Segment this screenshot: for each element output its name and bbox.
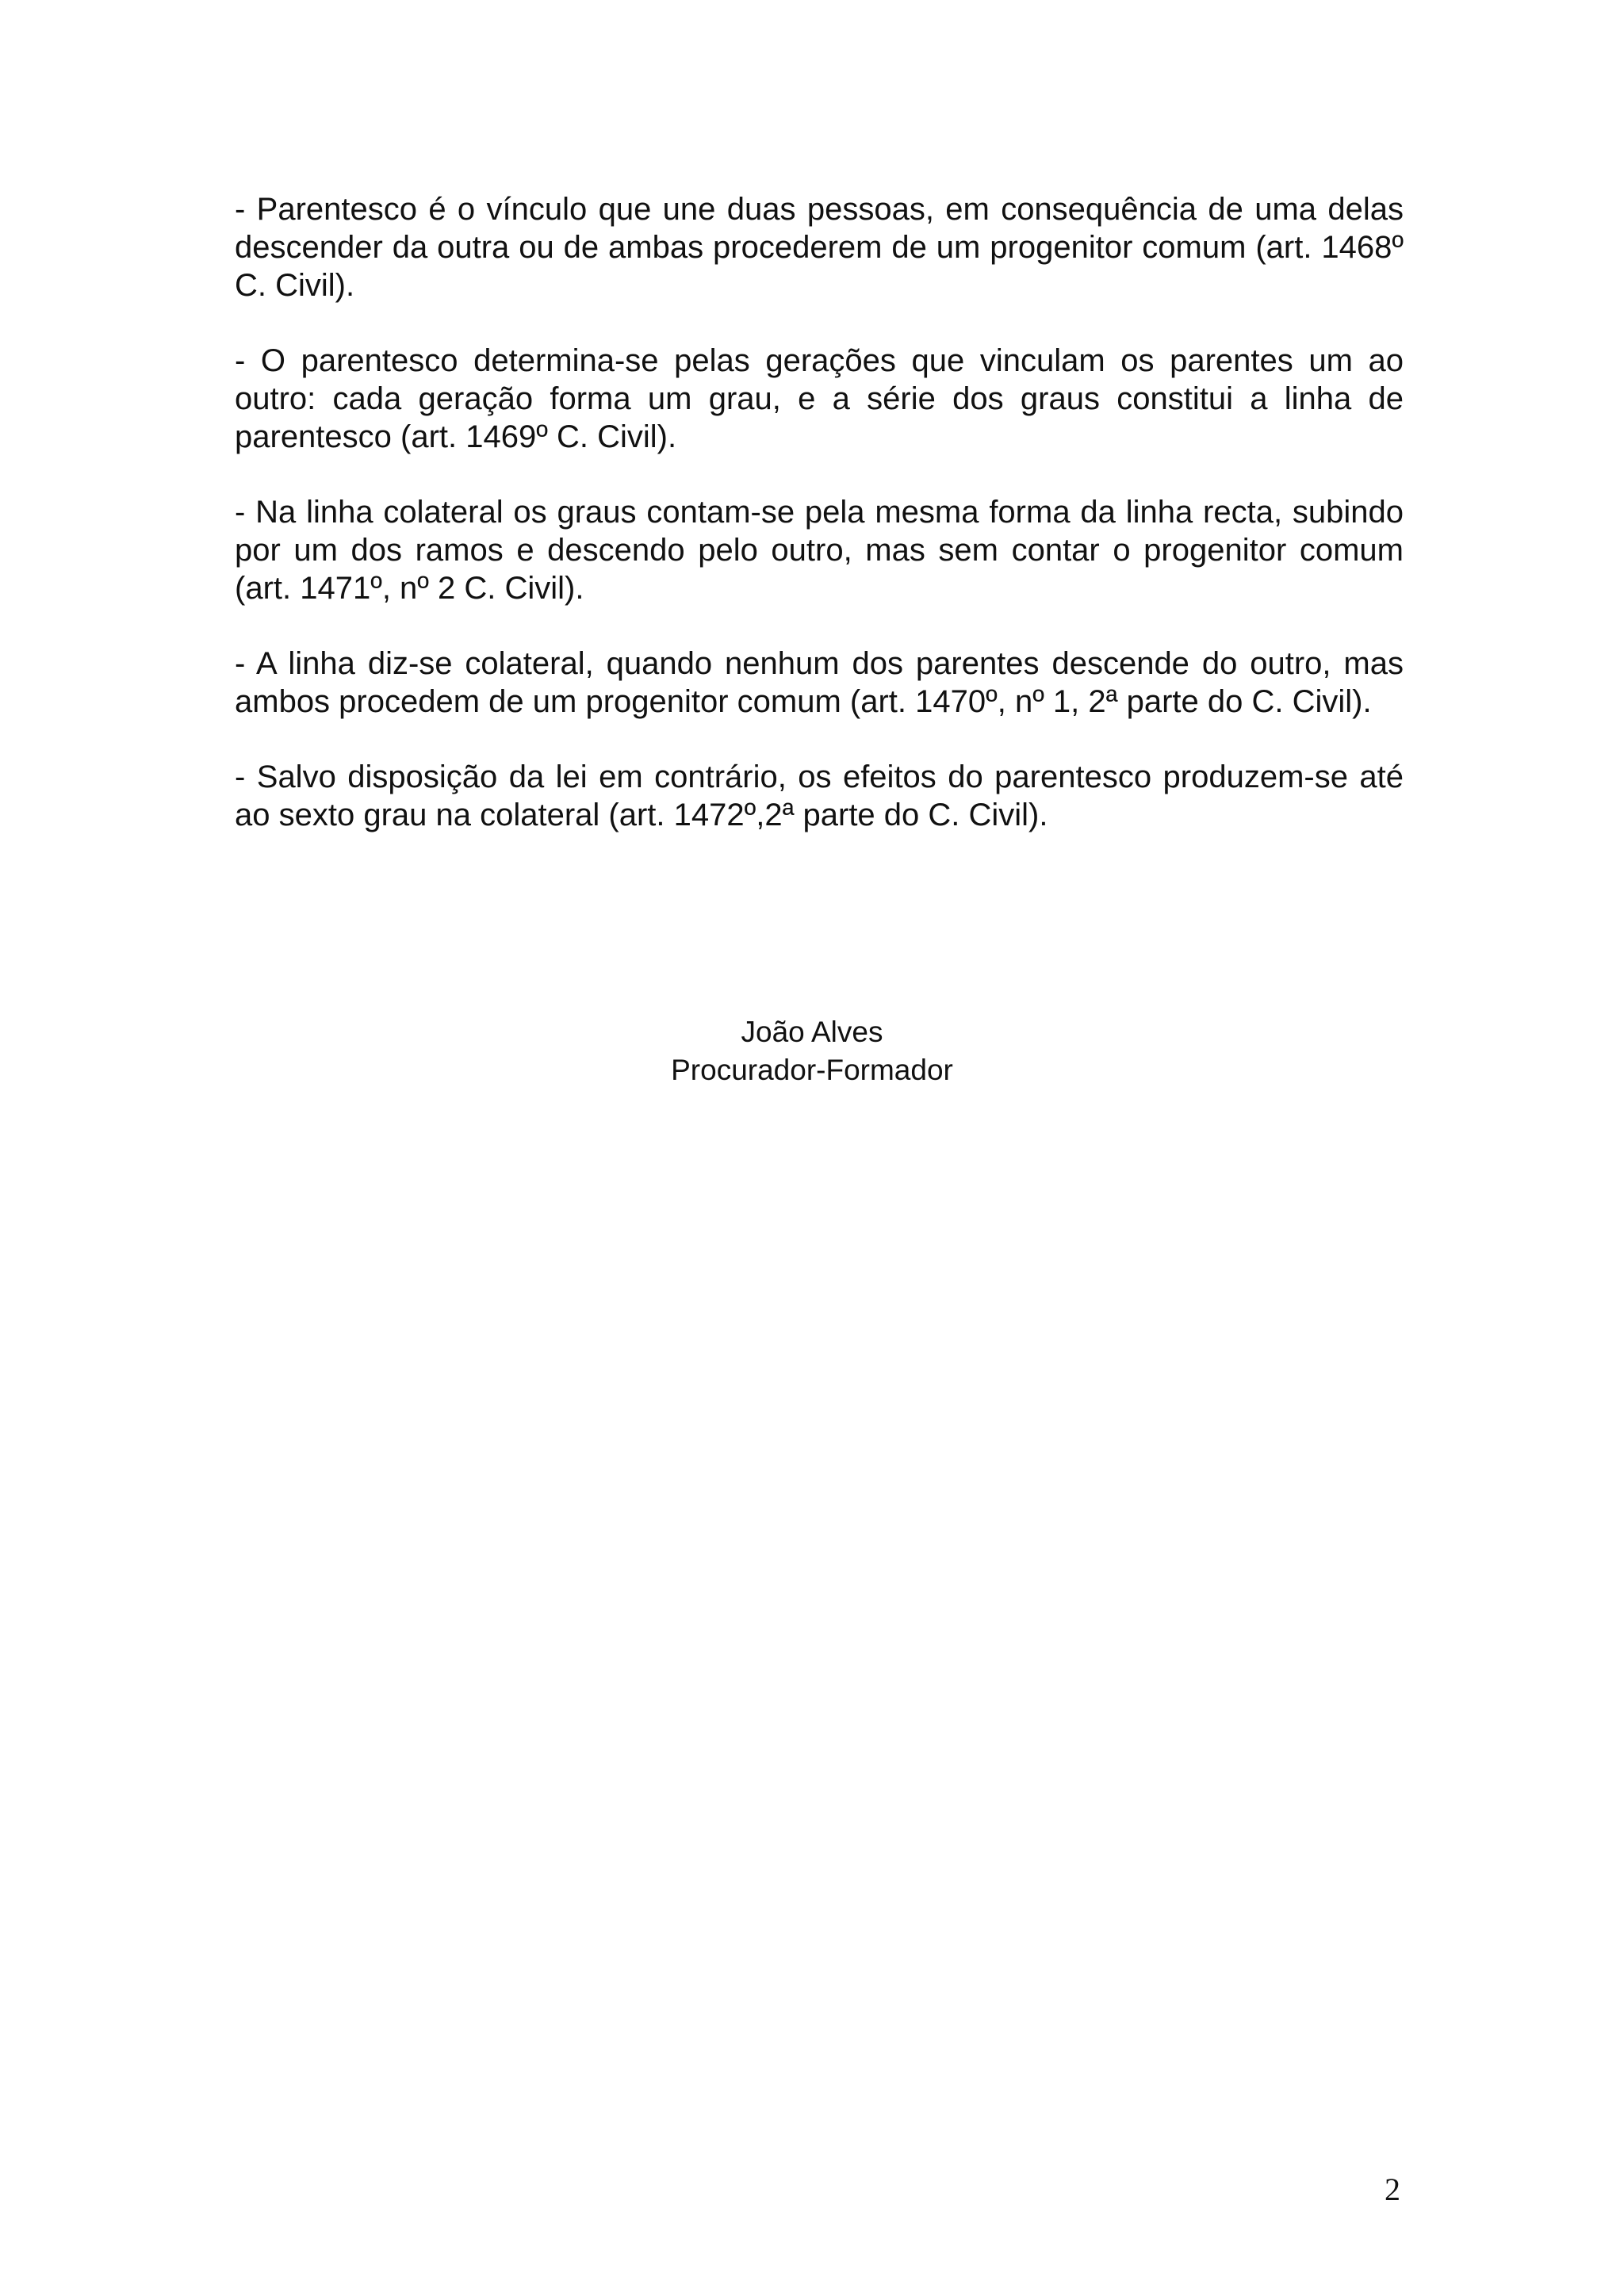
page-number: 2 (1385, 2172, 1400, 2207)
document-body (235, 190, 1404, 871)
paragraph-parentesco-definition: - Parentesco é o vínculo que une duas pessoas, em consequência de uma delas descender da outra ou de ambas procederem de um progenitor comum (art. 1468º C. Civil). (235, 192, 1404, 303)
paragraph-collateral-degrees: - Na linha colateral os graus contam-se pela mesma forma da linha recta, subindo por um dos ramos e descendo pelo outro, mas sem contar o progenitor comum (art. 1471º, nº 2 C. Civil). (235, 495, 1404, 606)
signature-block (0, 1013, 1624, 1089)
paragraph-effects-sixth-degree: - Salvo disposição da lei em contrário, os efeitos do parentesco produzem-se até ao sexto grau na colateral (art. 1472º,2ª parte do C. Civil). (235, 760, 1404, 832)
paragraph-parentesco-generations: - O parentesco determina-se pelas gerações que vinculam os parentes um ao outro: cada geração forma um grau, e a série dos graus constitui a linha de parentesco (art. 1469º C. Civil). (235, 343, 1404, 454)
signature-role: Procurador-Formador (671, 1054, 953, 1086)
signature-name: João Alves (741, 1016, 883, 1048)
paragraph-collateral-line: - A linha diz-se colateral, quando nenhum dos parentes descende do outro, mas ambos procedem de um progenitor comum (art. 1470º, nº 1, 2ª parte do C. Civil). (235, 646, 1404, 719)
